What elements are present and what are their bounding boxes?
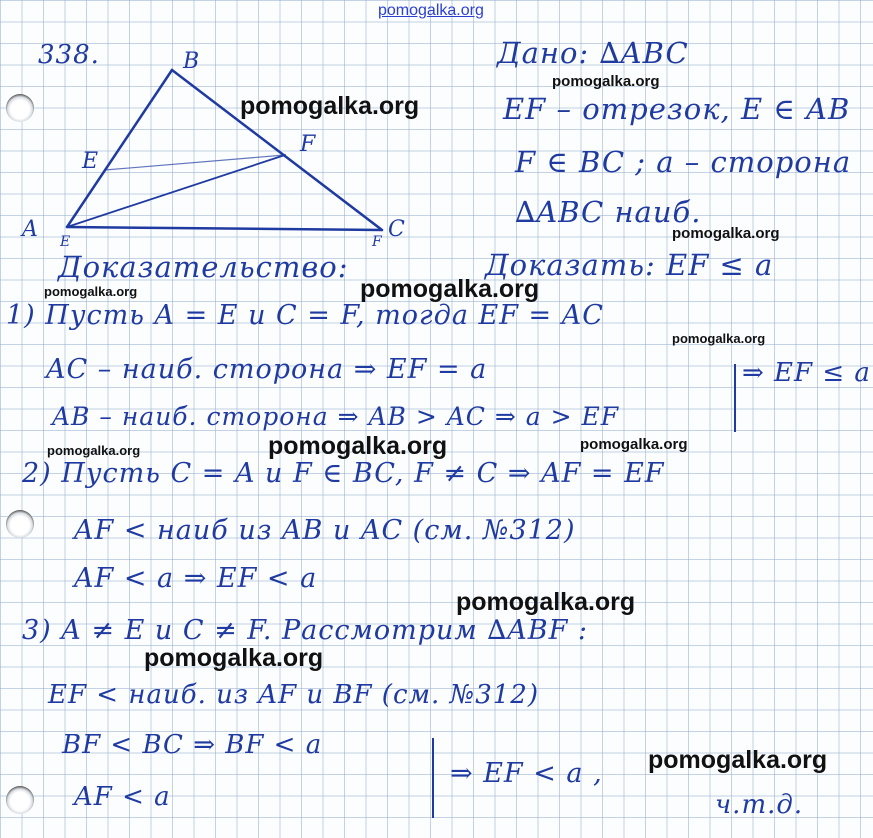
label-f: F [300, 132, 316, 157]
label-a: A [22, 217, 38, 242]
watermark: pomogalka.org [47, 443, 141, 458]
watermark: pomogalka.org [240, 92, 420, 120]
case3-qed: ч.т.д. [715, 790, 804, 820]
label-e-small: E [60, 234, 71, 250]
given-line-1: Дано: ∆ABC [497, 36, 689, 70]
side-ac [67, 227, 382, 230]
case1-result: ⇒ EF ≤ a [742, 358, 871, 388]
given-line-4: ∆ABC наиб. [515, 195, 702, 229]
case3-line-1: 3) A ≠ E и C ≠ F. Рассмотрим ∆ABF : [22, 615, 588, 646]
given-line-3: F ∈ BC ; a – сторона [515, 145, 852, 179]
case1-line-3: AB – наиб. сторона ⇒ AB > AC ⇒ a > EF [52, 402, 620, 431]
case3-result: ⇒ EF < a , [450, 758, 603, 789]
watermark: pomogalka.org [580, 436, 688, 453]
case2-line-1: 2) Пусть C = A и F ∈ BC, F ≠ C ⇒ AF = EF [22, 458, 665, 489]
prove-statement: Доказать: EF ≤ a [485, 248, 774, 282]
watermark: pomogalka.org [456, 588, 636, 616]
label-b: B [183, 49, 200, 74]
watermark: pomogalka.org [672, 331, 766, 346]
label-e: E [82, 149, 99, 174]
watermark: pomogalka.org [672, 225, 780, 242]
watermark-top: pomogalka.org [378, 2, 484, 19]
label-c: C [388, 217, 405, 242]
case2-line-2: AF < наиб из AB и AC (см. №312) [74, 515, 576, 546]
watermark: pomogalka.org [648, 746, 828, 774]
watermark: pomogalka.org [268, 432, 448, 460]
case3-line-3: BF < BC ⇒ BF < a [62, 730, 323, 760]
label-f-small: F [372, 234, 382, 250]
case3-line-2: EF < наиб. из AF и BF (см. №312) [48, 680, 539, 710]
given-line-2: EF – отрезок, E ∈ AB [503, 92, 851, 126]
watermark: pomogalka.org [552, 73, 660, 90]
case1-line-2: AC – наиб. сторона ⇒ EF = a [46, 354, 488, 385]
proof-heading: Доказательство: [58, 250, 349, 284]
case2-line-3: AF < a ⇒ EF < a [74, 563, 318, 594]
case3-line-4: AF < a [74, 782, 171, 812]
watermark: pomogalka.org [44, 284, 138, 299]
segment-af [67, 155, 285, 227]
watermark: pomogalka.org [360, 275, 540, 303]
problem-number: 338. [38, 40, 100, 70]
segment-ef [105, 155, 285, 170]
watermark: pomogalka.org [144, 644, 324, 672]
case1-line-1: 1) Пусть A = E и C = F, тогда EF = AC [6, 300, 604, 331]
